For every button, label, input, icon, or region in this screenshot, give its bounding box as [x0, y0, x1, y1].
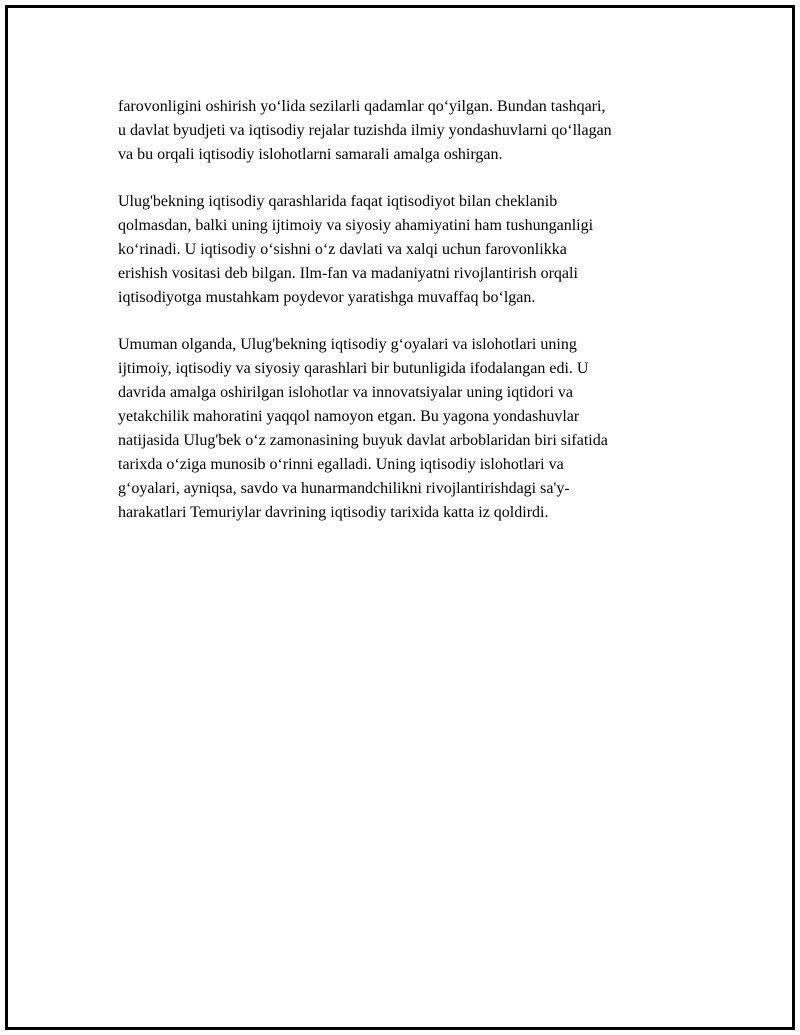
page-frame [5, 5, 795, 1030]
text-line: qolmasdan, balki uning ijtimoiy va siyosiy ahamiyatini ham tushunganligi [118, 217, 594, 234]
text-line: erishish vositasi deb bilgan. Ilm-fan va madaniyatni rivojlantirish orqali [118, 265, 578, 282]
text-line: davrida amalga oshirilgan islohotlar va innovatsiyalar uning iqtidori va [118, 384, 573, 401]
document-body [118, 95, 703, 548]
paragraph-2 [118, 190, 703, 310]
text-line: koʻrinadi. U iqtisodiy oʻsishni oʻz davlati va xalqi uchun farovonlikka [118, 241, 567, 258]
paragraph-1 [118, 95, 703, 167]
paragraph-3 [118, 333, 703, 525]
text-line: va bu orqali iqtisodiy islohotlarni samarali amalga oshirgan. [118, 146, 503, 163]
text-line: Ulug'bekning iqtisodiy qarashlarida faqat iqtisodiyot bilan cheklanib [118, 193, 558, 210]
text-line: harakatlari Temuriylar davrining iqtisodiy tarixida katta iz qoldirdi. [118, 504, 549, 521]
text-line: iqtisodiyotga mustahkam poydevor yaratishga muvaffaq boʻlgan. [118, 289, 536, 306]
text-line: Umuman olganda, Ulug'bekning iqtisodiy gʻoyalari va islohotlari uning [118, 336, 577, 353]
text-line: ijtimoiy, iqtisodiy va siyosiy qarashlari bir butunligida ifodalangan edi. U [118, 360, 589, 377]
text-line: natijasida Ulug'bek oʻz zamonasining buyuk davlat arboblaridan biri sifatida [118, 432, 608, 449]
text-line: tarixda oʻziga munosib oʻrinni egalladi. Uning iqtisodiy islohotlari va [118, 456, 564, 473]
text-line: gʻoyalari, ayniqsa, savdo va hunarmandchilikni rivojlantirishdagi sa'y- [118, 480, 570, 497]
text-line: u davlat byudjeti va iqtisodiy rejalar tuzishda ilmiy yondashuvlarni qoʻllagan [118, 122, 612, 139]
text-line: farovonligini oshirish yoʻlida sezilarli qadamlar qoʻyilgan. Bundan tashqari, [118, 98, 606, 115]
text-line: yetakchilik mahoratini yaqqol namoyon etgan. Bu yagona yondashuvlar [118, 408, 580, 425]
